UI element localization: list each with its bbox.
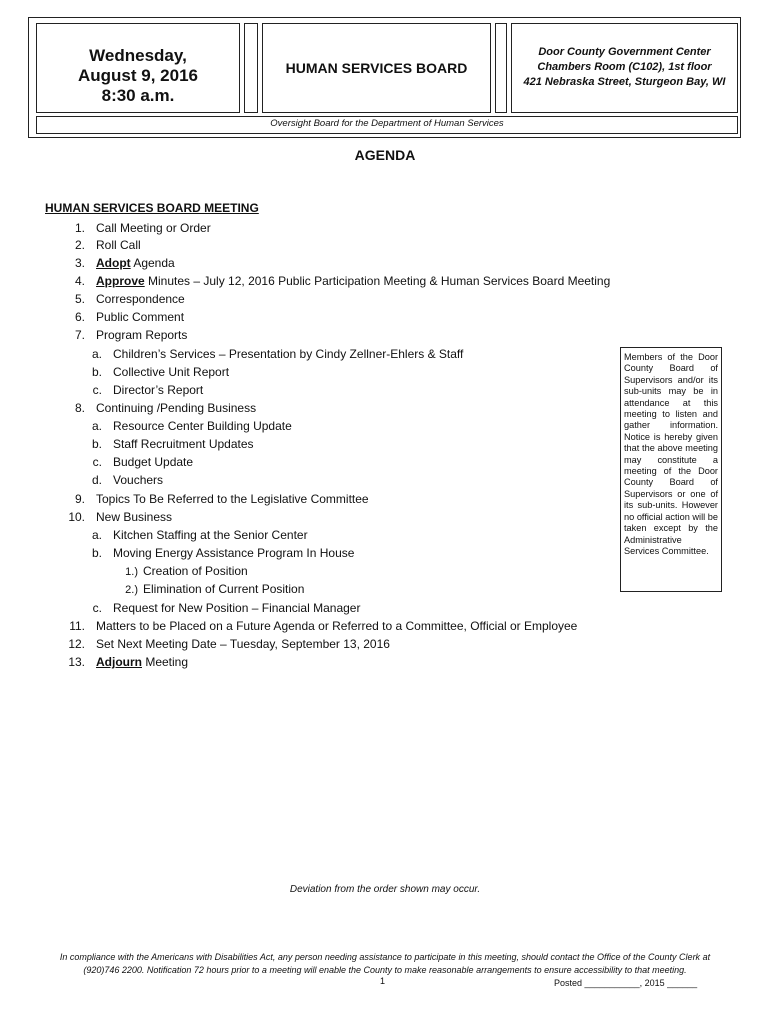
agenda-item xyxy=(0,655,188,669)
agenda-item xyxy=(0,619,577,633)
agenda-item-text: Staff Recruitment Updates xyxy=(113,437,254,451)
agenda-item-number: b. xyxy=(91,365,102,379)
agenda-item-number: 10. xyxy=(68,510,85,524)
ada-notice-line: (920)746 2200. Notification 72 hours prior to a meeting will enable the County to make reasonable arrangements to ensure accessibility to that meeting. xyxy=(83,965,687,975)
agenda-item xyxy=(0,582,304,597)
agenda-item-number: 8. xyxy=(74,401,85,415)
agenda-item-number: 2.) xyxy=(125,584,138,596)
oversight-text: Oversight Board for the Department of Human Services xyxy=(270,118,504,129)
agenda-item-number: 1. xyxy=(74,221,85,235)
agenda-item-text: Collective Unit Report xyxy=(113,365,230,379)
agenda-item-number: a. xyxy=(91,347,102,361)
agenda-item-text: Roll Call xyxy=(96,238,141,252)
agenda-item-text: Minutes – July 12, 2016 Public Participation Meeting & Human Services Board Meeting xyxy=(144,274,611,288)
date-time: 8:30 a.m. xyxy=(101,86,175,105)
agenda-item xyxy=(0,328,187,342)
agenda-item-text: Program Reports xyxy=(96,328,188,342)
divider-strip xyxy=(495,23,507,113)
agenda-item-number: 12. xyxy=(68,637,85,651)
meeting-date xyxy=(36,46,240,106)
agenda-item-text: Public Comment xyxy=(96,310,185,324)
agenda-item xyxy=(0,601,360,615)
agenda-item xyxy=(0,238,141,252)
agenda-item-text: Continuing /Pending Business xyxy=(96,401,257,415)
date-date: August 9, 2016 xyxy=(78,66,198,85)
agenda-item-text: New Business xyxy=(96,510,173,524)
agenda-item-number: a. xyxy=(91,419,102,433)
agenda-item xyxy=(0,528,308,542)
agenda-item-number: 1.) xyxy=(125,566,138,578)
agenda-item-action: Adopt xyxy=(96,256,131,270)
agenda-item-text: Matters to be Placed on a Future Agenda or Referred to a Committee, Official or Employee xyxy=(96,619,578,633)
agenda-item-text: Request for New Position – Financial Manager xyxy=(113,601,361,615)
agenda-item xyxy=(0,455,193,469)
agenda-item-action: Approve xyxy=(96,274,145,288)
agenda-item-number: 7. xyxy=(74,328,85,342)
agenda-item xyxy=(0,221,211,235)
ada-notice xyxy=(40,951,730,977)
agenda-item-number: 9. xyxy=(74,492,85,506)
agenda-item-text: Creation of Position xyxy=(143,564,248,578)
agenda-item xyxy=(0,492,369,506)
agenda-item-text: Moving Energy Assistance Program In House xyxy=(113,546,355,560)
agenda-item xyxy=(0,292,185,306)
agenda-item-number: c. xyxy=(92,601,102,615)
agenda-item-text: Children’s Services – Presentation by Cindy Zellner-Ehlers & Staff xyxy=(113,347,464,361)
page-number: 1 xyxy=(380,976,386,986)
sidebar-notice: Members of the Door County Board of Supervisors and/or its sub-units may be in attendance at this meeting to listen and gather information. Notice is hereby given that the above meeting may constitute a meeting of the Door County Board of Supervisors or one of its sub-units. However no official action will be taken except by the Administrative Services Committee. xyxy=(620,347,722,592)
agenda-item-text: Elimination of Current Position xyxy=(143,582,305,596)
agenda-item-number: 13. xyxy=(68,655,85,669)
agenda-item-text: Kitchen Staffing at the Senior Center xyxy=(113,528,308,542)
agenda-item-text: Agenda xyxy=(130,256,175,270)
agenda-item-text: Director’s Report xyxy=(113,383,204,397)
agenda-title: AGENDA xyxy=(354,147,416,163)
agenda-item xyxy=(0,564,248,579)
location-line: Chambers Room (C102), 1st floor xyxy=(537,61,712,73)
agenda-item xyxy=(0,419,292,433)
agenda-item-number: c. xyxy=(92,455,102,469)
agenda-item-number: 5. xyxy=(74,292,85,306)
agenda-item-action: Adjourn xyxy=(96,655,142,669)
agenda-item xyxy=(0,473,163,487)
agenda-item-number: 6. xyxy=(74,310,85,324)
agenda-item xyxy=(0,437,254,451)
agenda-item-text: Vouchers xyxy=(113,473,164,487)
agenda-item-number: 11. xyxy=(69,619,85,633)
agenda-item-number: d. xyxy=(91,473,102,487)
ada-notice-line: In compliance with the Americans with Disabilities Act, any person needing assistance to participate in this meeting, should contact the Office of the County Clerk at xyxy=(59,952,711,962)
agenda-item xyxy=(0,347,463,361)
location-line: 421 Nebraska Street, Sturgeon Bay, WI xyxy=(523,76,726,88)
board-title: HUMAN SERVICES BOARD xyxy=(285,60,468,76)
agenda-item-number: 4. xyxy=(74,274,85,288)
agenda-item-number: c. xyxy=(92,383,102,397)
section-title: HUMAN SERVICES BOARD MEETING xyxy=(45,201,259,215)
agenda-item-number: b. xyxy=(91,546,102,560)
agenda-item xyxy=(0,274,610,288)
agenda-item-text: Meeting xyxy=(142,655,189,669)
agenda-item-number: 3. xyxy=(74,256,85,270)
agenda-item-number: b. xyxy=(91,437,102,451)
agenda-item-text: Topics To Be Referred to the Legislative Committee xyxy=(96,492,369,506)
agenda-item xyxy=(0,401,256,415)
agenda-item-text: Budget Update xyxy=(113,455,194,469)
posted-line: Posted ___________, 2015 ______ xyxy=(554,978,698,988)
agenda-item xyxy=(0,510,172,524)
agenda-item-number: a. xyxy=(91,528,102,542)
agenda-item xyxy=(0,637,390,651)
divider-strip xyxy=(244,23,258,113)
agenda-item-number: 2. xyxy=(74,238,85,252)
agenda-item xyxy=(0,365,229,379)
agenda-item xyxy=(0,256,175,270)
location-line: Door County Government Center xyxy=(538,46,711,58)
agenda-item-text: Resource Center Building Update xyxy=(113,419,292,433)
agenda-item-text: Call Meeting or Order xyxy=(96,221,211,235)
agenda-item-text: Correspondence xyxy=(96,292,185,306)
agenda-item xyxy=(0,546,354,560)
date-day: Wednesday, xyxy=(89,46,187,65)
meeting-location xyxy=(511,45,738,90)
agenda-item xyxy=(0,383,203,397)
deviation-note: Deviation from the order shown may occur. xyxy=(289,884,481,895)
agenda-item xyxy=(0,310,184,324)
agenda-item-text: Set Next Meeting Date – Tuesday, September 13, 2016 xyxy=(96,637,390,651)
